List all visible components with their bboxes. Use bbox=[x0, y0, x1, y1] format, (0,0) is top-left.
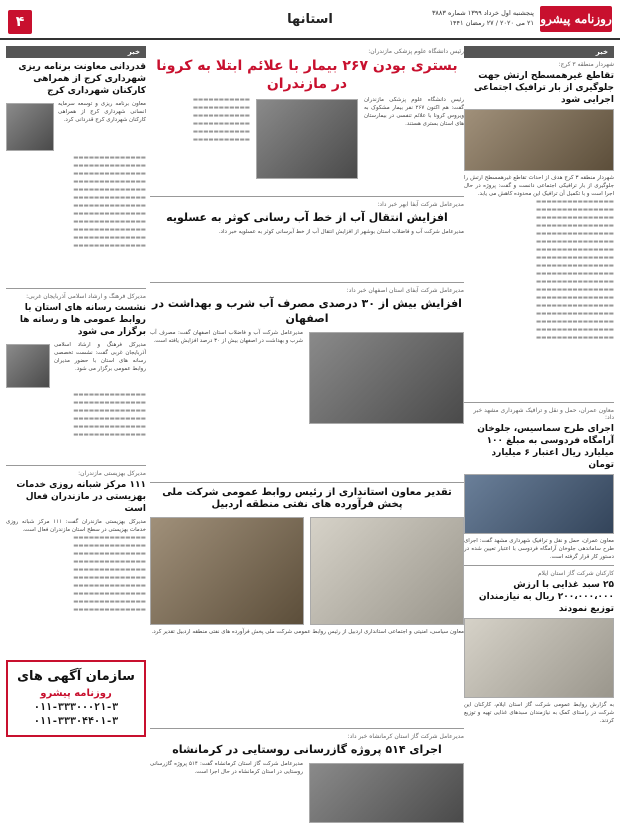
divider bbox=[6, 465, 146, 466]
article-body-filler: ▬▬▬▬▬▬▬▬▬▬▬▬▬▬ ▬▬▬▬▬▬▬▬▬▬▬▬▬▬ ▬▬▬▬▬▬▬▬▬▬▬▬▬▬ ▬▬▬▬▬▬▬▬▬▬▬▬▬▬ ▬▬▬▬▬▬▬▬▬▬▬▬▬▬ ▬▬▬▬▬▬▬▬▬▬▬▬▬▬ bbox=[73, 392, 146, 438]
article-kicker: مدیرعامل شرکت آبفای استان اصفهان خبر داد: bbox=[346, 287, 464, 294]
article-body: مدیرعامل شرکت آب و فاضلاب استان اصفهان گفت: مصرف آب شرب و بهداشت در اصفهان بیش از ۳۰ درصد افزایش یافته است. bbox=[150, 330, 303, 344]
divider bbox=[150, 196, 464, 197]
article-headline: اجرای ۵۱۴ پروژه گازرسانی روستایی در کرمانشاه bbox=[172, 743, 442, 756]
news-tab: خبر bbox=[464, 46, 614, 58]
article-kicker: مدیرکل بهزیستی مازندران: bbox=[78, 470, 146, 477]
article-photo bbox=[309, 763, 464, 823]
certificate-photo bbox=[310, 517, 464, 625]
article-kicker: رئیس دانشگاه علوم پزشکی مازندران: bbox=[368, 48, 464, 55]
issue-date-line-gregorian: ۲۱ می ۲۰۲۰ / ۲۷ رمضان ۱۴۴۱ bbox=[449, 19, 534, 27]
divider bbox=[464, 565, 614, 566]
article-headline: بستری بودن ۲۶۷ بیمار با علائم ابتلا به کرونا در مازندران bbox=[156, 58, 458, 92]
ad-newspaper-name: روزنامه پیشرو bbox=[40, 688, 112, 699]
section-title: استانها bbox=[287, 12, 333, 27]
article-body: مدیرکل فرهنگ و ارشاد اسلامی آذربایجان غربی گفت: نشست تخصصی رسانه های استان با حضور مدیران روابط عمومی برگزار می شود. bbox=[54, 342, 146, 372]
article-kicker: مدیرکل فرهنگ و ارشاد اسلامی آذربایجان غربی: bbox=[26, 293, 146, 300]
article-ardabil-appreciation bbox=[150, 478, 464, 720]
issue-info bbox=[384, 8, 534, 28]
issue-date-line: پنجشنبه اول خرداد ۱۳۹۹ شماره ۳۸۸۳ bbox=[431, 9, 534, 17]
article-kicker: مدیرعامل شرکت گاز استان کرمانشاه خبر داد: bbox=[347, 733, 464, 740]
news-tab: خبر bbox=[6, 46, 146, 58]
article-kicker: معاون عمران، حمل و نقل و ترافیک شهرداری مشهد خبر داد: bbox=[473, 407, 614, 421]
article-photo bbox=[464, 474, 614, 534]
ad-title: سازمان آگهی های bbox=[17, 669, 135, 684]
masthead bbox=[0, 0, 620, 40]
article-body: مدیرعامل شرکت گاز استان کرمانشاه گفت: ۵۱۴ پروژه گازرسانی روستایی در استان کرمانشاه در حال اجرا است. bbox=[150, 761, 303, 775]
article-headline: افزایش انتقال آب از خط آب رسانی کوثر به عسلویه bbox=[166, 211, 448, 224]
newspaper-logo: روزنامه پیشرو bbox=[540, 6, 612, 32]
article-headline: نشست رسانه های استان با روابط عمومی ها و رسانه ها برگزار می شود bbox=[19, 303, 146, 337]
article-headline: قدردانی معاونت برنامه ریزی شهرداری کرج از همراهی کارکنان شهرداری کرج bbox=[18, 62, 146, 96]
advertising-box bbox=[6, 660, 146, 737]
divider bbox=[6, 288, 146, 289]
article-kicker: کارکنان شرکت گاز استان ایلام bbox=[537, 570, 614, 577]
article-headline: افزایش بیش از ۳۰ درصدی مصرف آب شرب و بهداشت در اصفهان bbox=[152, 297, 462, 325]
article-photo bbox=[464, 109, 614, 171]
left-column bbox=[6, 46, 146, 831]
middle-column bbox=[150, 46, 464, 831]
article-body: معاون برنامه ریزی و توسعه سرمایه انسانی شهرداری کرج از همراهی کارکنان شهرداری کرج قدردانی کرد. bbox=[58, 101, 146, 123]
article-headline: تقاطع غیرهمسطح ارتش جهت جلوگیری از بار ترافیک اجتماعی اجرایی شود bbox=[473, 71, 614, 105]
divider bbox=[150, 482, 464, 483]
article-mazandaran-covid bbox=[150, 46, 464, 188]
article-body: معاون سیاسی، امنیتی و اجتماعی استانداری اردبیل از رئیس روابط عمومی شرکت ملی پخش فرآورده های نفتی منطقه اردبیل تقدیر کرد. bbox=[151, 629, 464, 635]
article-headline: تقدیر معاون استانداری از رئیس روابط عمومی شرکت ملی پخش فرآورده های نفتی منطقه اردبیل bbox=[162, 487, 452, 510]
article-body-filler: ▬▬▬▬▬▬▬▬▬▬▬▬▬▬▬ ▬▬▬▬▬▬▬▬▬▬▬▬▬▬▬ ▬▬▬▬▬▬▬▬▬▬▬▬▬▬▬ ▬▬▬▬▬▬▬▬▬▬▬▬▬▬▬ ▬▬▬▬▬▬▬▬▬▬▬▬▬▬▬ ▬▬▬▬▬▬▬▬▬▬▬▬▬▬▬ ▬▬▬▬▬▬▬▬▬▬▬▬▬▬▬ ▬▬▬▬▬▬▬▬▬▬▬▬▬▬▬ ▬▬▬▬▬▬▬▬▬▬▬▬▬▬▬ ▬▬▬▬▬▬▬▬▬▬▬▬▬▬▬ ▬▬▬▬▬▬▬▬▬▬▬▬▬▬▬ ▬▬▬▬▬▬▬▬▬▬▬▬▬▬▬ ▬▬▬▬▬▬▬▬▬▬▬▬▬▬▬ ▬▬▬▬▬▬▬▬▬▬▬▬▬▬▬ ▬▬▬▬▬▬▬▬▬▬▬▬▬▬▬ ▬▬▬▬▬▬▬▬▬▬▬▬▬▬▬ ▬▬▬▬▬▬▬▬▬▬▬▬▬▬▬ ▬▬▬▬▬▬▬▬▬▬▬▬▬▬▬ bbox=[536, 199, 614, 341]
article-photo bbox=[464, 618, 614, 698]
article-kicker: مدیرعامل شرکت آبفا ابهر خبر داد: bbox=[377, 201, 464, 208]
article-body: مدیرکل بهزیستی مازندران گفت: ۱۱۱ مرکز شبانه روزی خدمات بهزیستی در سطح استان مازندران فعال است. bbox=[6, 519, 146, 533]
article-headline: ۱۱۱ مرکز شبانه روزی خدمات بهزیستی در مازندران فعال است bbox=[16, 480, 146, 514]
article-body: رئیس دانشگاه علوم پزشکی مازندران گفت: هم اکنون ۲۶۷ نفر بیمار مشکوک به ویروس کرونا با علائم تنفسی در بیمارستان های استان بستری هستند. bbox=[364, 97, 464, 127]
article-kowsar-water bbox=[150, 192, 464, 274]
right-column bbox=[464, 46, 614, 831]
divider bbox=[150, 728, 464, 729]
divider bbox=[150, 282, 464, 283]
page-number: ۴ bbox=[8, 10, 32, 34]
portrait-photo bbox=[6, 103, 54, 151]
article-kermanshah-gas bbox=[150, 724, 464, 831]
article-photo bbox=[256, 99, 358, 179]
ceremony-photo bbox=[150, 517, 304, 625]
article-photo bbox=[309, 332, 464, 424]
article-headline: ۲۵ سبد غذایی با ارزش ۲۰۰،۰۰۰،۰۰۰ ریال به نیازمندان توزیع نمودند bbox=[478, 580, 614, 614]
article-kicker: شهردار منطقه ۳ کرج: bbox=[558, 61, 614, 68]
article-body: مدیرعامل شرکت آب و فاضلاب استان بوشهر از افزایش انتقال آب از خط آبرسانی کوثر به عسلویه خبر داد. bbox=[218, 229, 464, 235]
article-body-filler: ▬▬▬▬▬▬▬▬▬▬▬ ▬▬▬▬▬▬▬▬▬▬▬ ▬▬▬▬▬▬▬▬▬▬▬ ▬▬▬▬▬▬▬▬▬▬▬ ▬▬▬▬▬▬▬▬▬▬▬ ▬▬▬▬▬▬▬▬▬▬▬ bbox=[192, 97, 250, 143]
article-body-filler: ▬▬▬▬▬▬▬▬▬▬▬▬▬▬ ▬▬▬▬▬▬▬▬▬▬▬▬▬▬ ▬▬▬▬▬▬▬▬▬▬▬▬▬▬ ▬▬▬▬▬▬▬▬▬▬▬▬▬▬ ▬▬▬▬▬▬▬▬▬▬▬▬▬▬ ▬▬▬▬▬▬▬▬▬▬▬▬▬▬ ▬▬▬▬▬▬▬▬▬▬▬▬▬▬ ▬▬▬▬▬▬▬▬▬▬▬▬▬▬ ▬▬▬▬▬▬▬▬▬▬▬▬▬▬ ▬▬▬▬▬▬▬▬▬▬▬▬▬▬ ▬▬▬▬▬▬▬▬▬▬▬▬▬▬ ▬▬▬▬▬▬▬▬▬▬▬▬▬▬ bbox=[73, 155, 146, 249]
article-body: شهردار منطقه ۳ کرج هدف از احداث تقاطع غیرهمسطح ارتش را جلوگیری از بار ترافیکی اجتماعی دانست و گفت: پروژه در حال اجرا است و با تکمیل آن ترافیک این محدوده کاهش می یابد. bbox=[464, 175, 614, 197]
portrait-photo bbox=[6, 344, 50, 388]
divider bbox=[464, 402, 614, 403]
article-body: معاون عمران، حمل و نقل و ترافیک شهرداری مشهد گفت: اجرای طرح ساماندهی جلوخان آرامگاه فردوسی با اعتبار تعیین شده در دستور کار قرار گرفته است. bbox=[464, 538, 614, 560]
article-isfahan-water bbox=[150, 278, 464, 474]
ad-phone: ۰۱۱-۳۳۳۰۴۴۰۱-۳ bbox=[33, 716, 119, 727]
article-body-filler: ▬▬▬▬▬▬▬▬▬▬▬▬▬▬ ▬▬▬▬▬▬▬▬▬▬▬▬▬▬ ▬▬▬▬▬▬▬▬▬▬▬▬▬▬ ▬▬▬▬▬▬▬▬▬▬▬▬▬▬ ▬▬▬▬▬▬▬▬▬▬▬▬▬▬ ▬▬▬▬▬▬▬▬▬▬▬▬▬▬ ▬▬▬▬▬▬▬▬▬▬▬▬▬▬ ▬▬▬▬▬▬▬▬▬▬▬▬▬▬ ▬▬▬▬▬▬▬▬▬▬▬▬▬▬ ▬▬▬▬▬▬▬▬▬▬▬▬▬▬ bbox=[73, 535, 146, 613]
article-headline: اجرای طرح سماسیس، جلوخان آرامگاه فردوسی به مبلغ ۱۰۰ میلیارد ریال اعتبار ۶ میلیارد تومان bbox=[477, 424, 614, 470]
ad-phone: ۰۱۱-۳۳۳۰۰۰۲۱-۳ bbox=[33, 702, 119, 713]
article-body: به گزارش روابط عمومی شرکت گاز استان ایلام، کارکنان این شرکت در راستای کمک به نیازمندان سبدهای غذایی تهیه و توزیع کردند. bbox=[464, 702, 614, 724]
